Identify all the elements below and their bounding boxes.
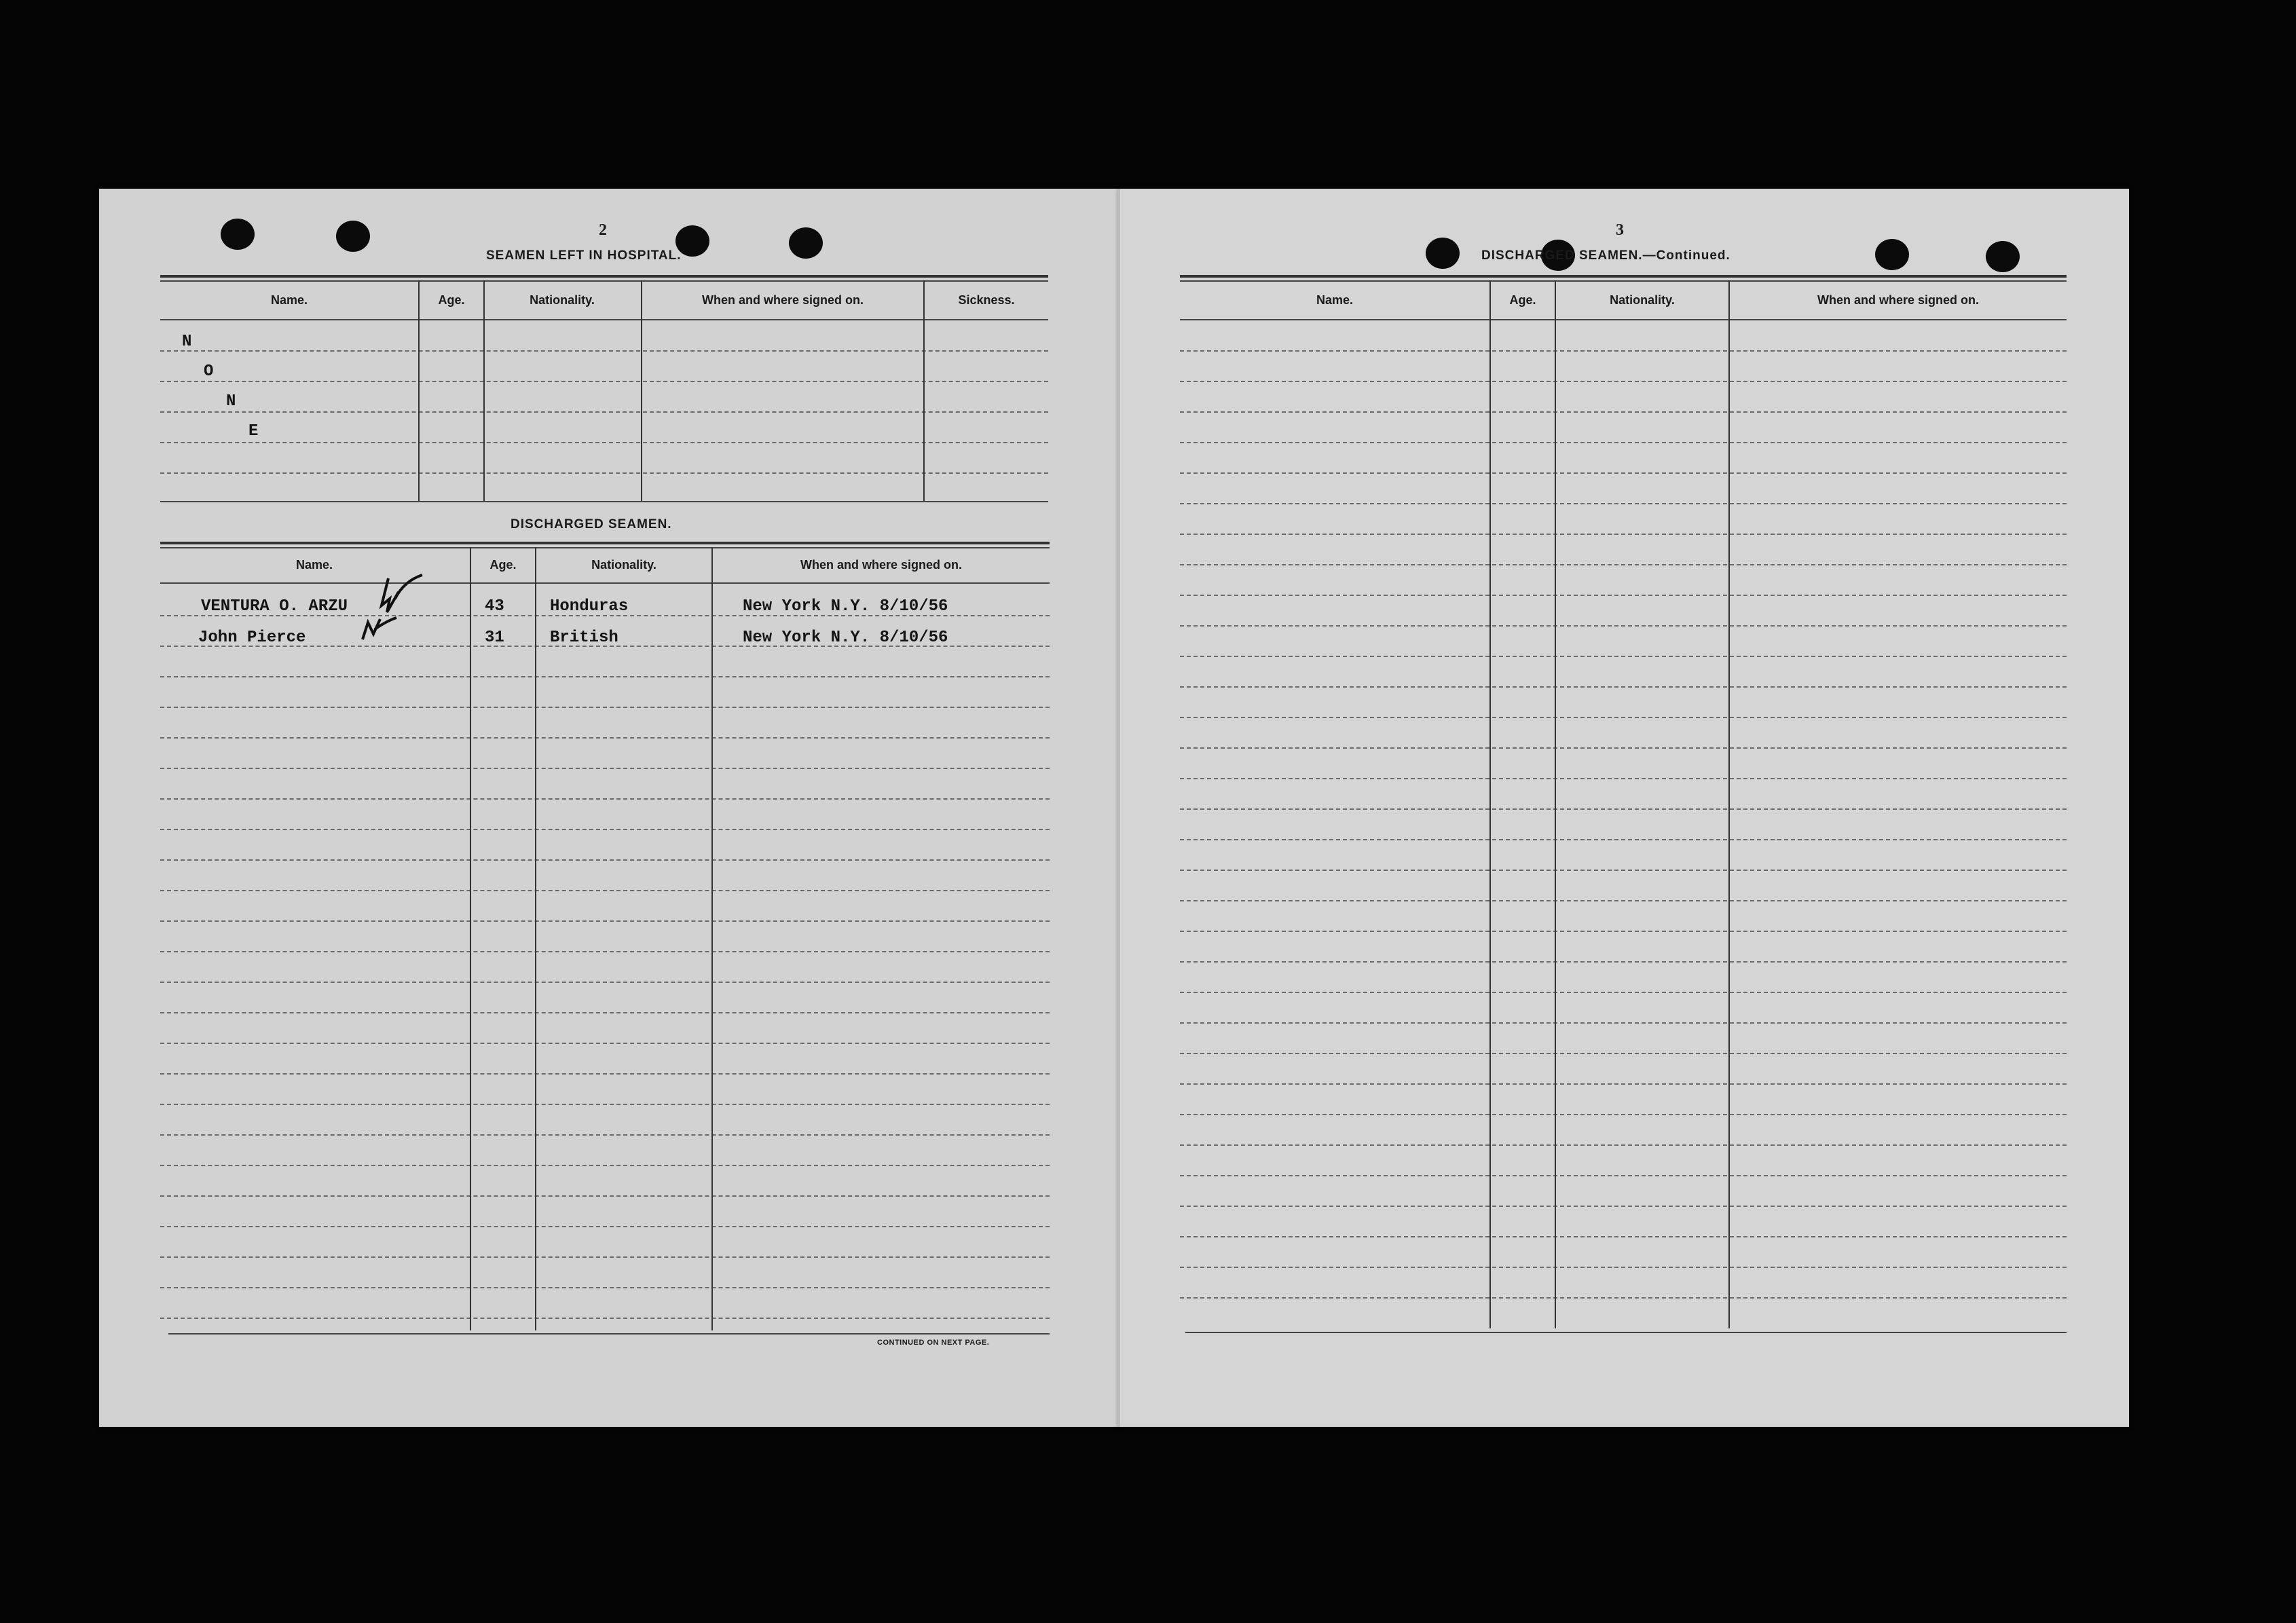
table-rule	[1180, 280, 2067, 282]
table-rule	[1185, 1332, 2067, 1333]
hospital-entry-letter: N	[226, 392, 236, 411]
row-line	[160, 381, 1048, 382]
row-line	[1180, 1175, 2067, 1176]
seaman-signed-on: New York N.Y. 8/10/56	[743, 629, 948, 647]
row-line	[1180, 472, 2067, 474]
row-line	[160, 442, 1048, 443]
row-line	[1180, 717, 2067, 718]
right-col-signed-on: When and where signed on.	[1817, 293, 1980, 307]
row-line	[160, 829, 1050, 830]
table-rule	[160, 319, 1048, 320]
row-line	[160, 1226, 1050, 1227]
row-line	[1180, 1144, 2067, 1146]
column-divider	[470, 547, 471, 1330]
row-line	[160, 411, 1048, 413]
row-line	[160, 1287, 1050, 1288]
column-divider	[535, 547, 536, 1330]
row-line	[160, 1256, 1050, 1258]
punch-hole	[1875, 239, 1909, 270]
punch-hole	[221, 219, 255, 250]
column-divider	[641, 280, 642, 501]
right-section-title: DISCHARGED SEAMEN.—Continued.	[1481, 248, 1730, 263]
row-line	[160, 350, 1048, 352]
row-line	[1180, 625, 2067, 627]
discharged-col-signed-on: When and where signed on.	[800, 558, 963, 572]
hospital-entry-letter: E	[248, 422, 259, 441]
row-line	[160, 676, 1050, 677]
table-rule	[160, 501, 1048, 502]
row-line	[1180, 1114, 2067, 1115]
row-line	[1180, 595, 2067, 596]
row-line	[160, 920, 1050, 922]
row-line	[160, 1043, 1050, 1044]
row-line	[1180, 992, 2067, 993]
row-line	[160, 890, 1050, 891]
discharged-col-age: Age.	[489, 558, 517, 572]
punch-hole	[1426, 238, 1460, 269]
seaman-nationality: British	[550, 629, 618, 647]
row-line	[160, 798, 1050, 800]
hospital-col-name: Name.	[270, 293, 308, 307]
row-line	[1180, 686, 2067, 688]
row-line	[1180, 656, 2067, 657]
punch-hole	[1986, 241, 2020, 272]
table-rule	[168, 1333, 1050, 1335]
row-line	[160, 1195, 1050, 1197]
row-line	[1180, 1267, 2067, 1268]
row-line	[160, 982, 1050, 983]
seaman-signed-on: New York N.Y. 8/10/56	[743, 597, 948, 616]
row-line	[160, 1134, 1050, 1136]
row-line	[1180, 1206, 2067, 1207]
row-line	[160, 951, 1050, 952]
row-line	[1180, 564, 2067, 565]
row-line	[1180, 900, 2067, 901]
table-rule	[1180, 319, 2067, 320]
handwritten-check-mark	[348, 572, 436, 653]
table-rule	[160, 280, 1048, 282]
row-line	[1180, 1297, 2067, 1299]
row-line	[1180, 808, 2067, 810]
column-divider	[1489, 280, 1491, 1328]
row-line	[1180, 961, 2067, 963]
row-line	[1180, 778, 2067, 779]
punch-hole	[789, 227, 823, 259]
page-fold	[1117, 189, 1120, 1427]
page-number-left: 2	[599, 221, 607, 239]
hospital-entry-letter: N	[182, 333, 192, 351]
row-line	[1180, 839, 2067, 840]
seaman-nationality: Honduras	[550, 597, 629, 616]
right-page-sheet	[1119, 189, 2129, 1427]
column-divider	[711, 547, 713, 1330]
hospital-col-sickness: Sickness.	[958, 293, 1015, 307]
right-col-name: Name.	[1316, 293, 1354, 307]
seaman-name: VENTURA O. ARZU	[201, 597, 348, 616]
seaman-name: John Pierce	[198, 629, 306, 647]
column-divider	[923, 280, 925, 501]
column-divider	[1728, 280, 1730, 1328]
right-col-age: Age.	[1509, 293, 1536, 307]
column-divider	[418, 280, 420, 501]
seaman-age: 31	[485, 629, 504, 647]
discharged-col-name: Name.	[295, 558, 333, 572]
table-rule	[1180, 275, 2067, 278]
hospital-entry-letter: O	[204, 362, 214, 381]
row-line	[1180, 1053, 2067, 1054]
row-line	[1180, 931, 2067, 932]
discharged-col-nationality: Nationality.	[591, 558, 656, 572]
row-line	[160, 737, 1050, 739]
discharged-section-title: DISCHARGED SEAMEN.	[511, 517, 672, 531]
row-line	[1180, 1083, 2067, 1085]
row-line	[1180, 442, 2067, 443]
seaman-age: 43	[485, 597, 504, 616]
punch-hole	[336, 221, 370, 252]
table-rule	[160, 275, 1048, 278]
row-line	[160, 1318, 1050, 1319]
table-rule	[160, 542, 1050, 544]
row-line	[1180, 1236, 2067, 1237]
hospital-col-age: Age.	[438, 293, 465, 307]
row-line	[160, 1012, 1050, 1013]
row-line	[1180, 503, 2067, 504]
hospital-col-nationality: Nationality.	[530, 293, 595, 307]
continued-note: CONTINUED ON NEXT PAGE.	[877, 1339, 990, 1347]
hospital-section-title: SEAMEN LEFT IN HOSPITAL.	[486, 248, 682, 263]
row-line	[1180, 350, 2067, 352]
row-line	[160, 472, 1048, 474]
right-col-nationality: Nationality.	[1610, 293, 1675, 307]
row-line	[1180, 411, 2067, 413]
row-line	[160, 1165, 1050, 1166]
row-line	[1180, 747, 2067, 749]
row-line	[1180, 381, 2067, 382]
row-line	[1180, 1022, 2067, 1024]
row-line	[1180, 870, 2067, 871]
column-divider	[483, 280, 485, 501]
table-rule	[160, 582, 1050, 584]
row-line	[160, 859, 1050, 861]
left-page-sheet	[99, 189, 1119, 1427]
table-rule	[160, 547, 1050, 548]
hospital-col-signed-on: When and where signed on.	[701, 293, 864, 307]
page-number-right: 3	[1616, 221, 1624, 239]
row-line	[160, 707, 1050, 708]
row-line	[160, 1104, 1050, 1105]
row-line	[160, 1073, 1050, 1075]
column-divider	[1555, 280, 1556, 1328]
row-line	[1180, 534, 2067, 535]
row-line	[160, 768, 1050, 769]
